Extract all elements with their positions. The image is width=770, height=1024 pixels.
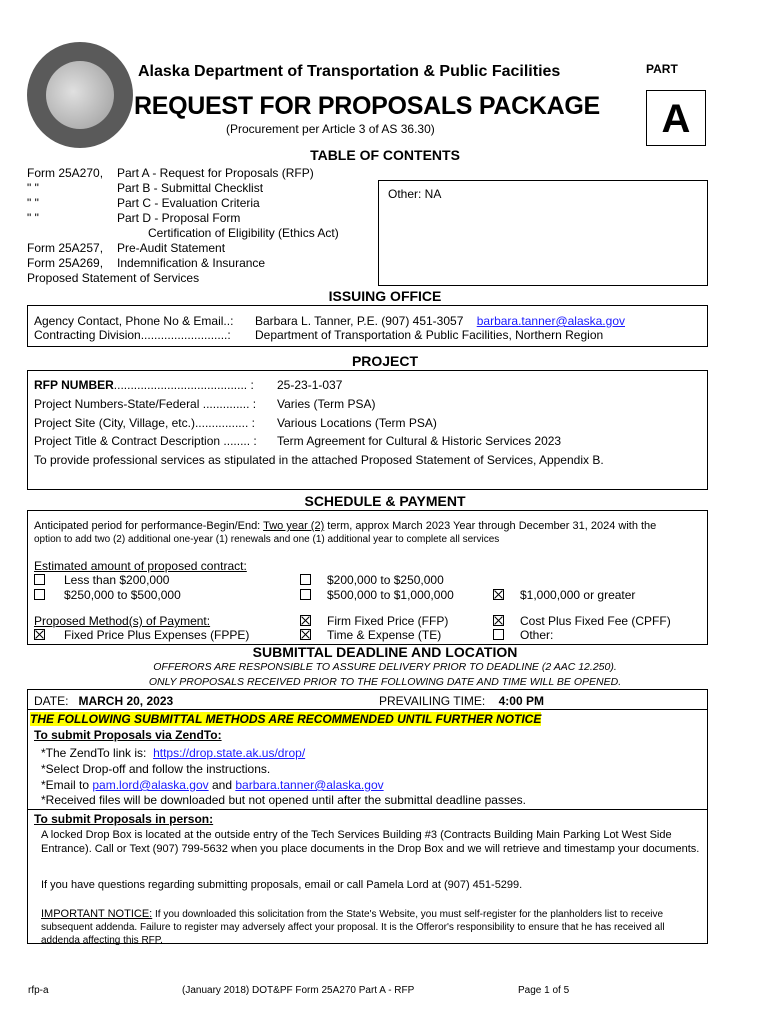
- project-numbers-row: Project Numbers-State/Federal .............. : Varies (Term PSA): [34, 397, 376, 411]
- submittal-note-2: ONLY PROPOSALS RECEIVED PRIOR TO THE FOLLOWING DATE AND TIME WILL BE OPENED.: [148, 676, 622, 688]
- toc-row: Proposed Statement of Services: [27, 271, 200, 285]
- payment-option[interactable]: Cost Plus Fixed Fee (CPFF): [493, 614, 671, 628]
- submittal-heading: SUBMITTAL DEADLINE AND LOCATION: [252, 644, 518, 660]
- toc-row: " " Part D - Proposal Form: [27, 211, 241, 225]
- amount-option[interactable]: Less than $200,000: [34, 573, 169, 587]
- payment-option[interactable]: Other:: [493, 628, 553, 642]
- checkbox-icon[interactable]: [300, 589, 311, 600]
- page-subtitle: (Procurement per Article 3 of AS 36.30): [226, 122, 435, 136]
- submittal-box: [27, 689, 708, 944]
- toc-other: Other: NA: [388, 187, 442, 201]
- checkbox-icon[interactable]: [493, 629, 504, 640]
- checked-checkbox-icon[interactable]: [493, 615, 504, 626]
- part-label: PART: [646, 62, 678, 76]
- email-row: *Email to pam.lord@alaska.gov and barbara.tanner@alaska.gov: [41, 778, 384, 792]
- amount-option[interactable]: $250,000 to $500,000: [34, 588, 181, 602]
- recommended-methods: THE FOLLOWING SUBMITTAL METHODS ARE RECOMMENDED UNTIL FURTHER NOTICE: [30, 712, 542, 726]
- divider: [28, 709, 707, 710]
- zendto-link[interactable]: https://drop.state.ak.us/drop/: [153, 746, 306, 760]
- seal-emblem: [46, 61, 114, 129]
- toc-row: Certification of Eligibility (Ethics Act): [148, 226, 339, 240]
- toc-row: Form 25A269, Indemnification & Insurance: [27, 256, 266, 270]
- project-description: To provide professional services as stipulated in the attached Proposed Statement of Services, Appendix B.: [34, 453, 604, 467]
- performance-period-line2: option to add two (2) additional one-year (1) renewals and one (1) additional year to complete all services: [34, 534, 500, 545]
- toc-heading: TABLE OF CONTENTS: [310, 147, 460, 163]
- part-letter-box: [646, 90, 706, 146]
- checked-checkbox-icon[interactable]: [34, 629, 45, 640]
- schedule-box: [27, 510, 708, 645]
- zendto-select: *Select Drop-off and follow the instructions.: [41, 762, 271, 776]
- payment-option[interactable]: Fixed Price Plus Expenses (FPPE): [34, 628, 249, 642]
- part-letter: A: [661, 97, 691, 141]
- deadline-time: PREVAILING TIME: 4:00 PM: [379, 694, 544, 708]
- estimate-label: Estimated amount of proposed contract:: [34, 559, 247, 573]
- checkbox-icon[interactable]: [34, 589, 45, 600]
- page-title: REQUEST FOR PROPOSALS PACKAGE: [134, 92, 600, 120]
- state-seal: [27, 42, 133, 148]
- in-person-heading: To submit Proposals in person:: [34, 812, 214, 826]
- important-notice: IMPORTANT NOTICE: If you downloaded this solicitation from the State's Website, you must self-register for the planholders list to receive subsequent addenda. Failure to register may adversely affect your proposal. It is the Offeror's responsibility to ensure that he has received all addenda affecting this RFP.: [41, 908, 665, 946]
- deadline-date: DATE: MARCH 20, 2023: [34, 694, 174, 708]
- footer-form: (January 2018) DOT&PF Form 25A270 Part A - RFP: [182, 985, 415, 996]
- zendto-heading: To submit Proposals via ZendTo:: [34, 728, 222, 742]
- received-note: *Received files will be downloaded but not opened until after the submittal deadline passes.: [41, 793, 526, 807]
- checkbox-icon[interactable]: [34, 574, 45, 585]
- payment-option[interactable]: Time & Expense (TE): [300, 628, 441, 642]
- toc-list: [27, 166, 339, 286]
- amount-option[interactable]: $500,000 to $1,000,000: [300, 588, 454, 602]
- submittal-note-1: OFFERORS ARE RESPONSIBLE TO ASSURE DELIVERY PRIOR TO DEADLINE (2 AAC 12.250).: [153, 661, 617, 673]
- issuing-box: [27, 305, 708, 347]
- project-heading: PROJECT: [351, 353, 419, 369]
- contracting-division-row: Contracting Division..........................: Department of Transportation & Public Facilities, Northern Region: [34, 328, 604, 342]
- agency-contact-row: Agency Contact, Phone No & Email..: Barbara L. Tanner, P.E. (907) 451-3057 barbara.tanner@alaska.gov: [34, 314, 625, 328]
- project-site-row: Project Site (City, Village, etc.)................ : Various Locations (Term PSA): [34, 416, 437, 430]
- checked-checkbox-icon[interactable]: [493, 589, 504, 600]
- toc-other-box: [378, 180, 708, 286]
- schedule-heading: SCHEDULE & PAYMENT: [304, 493, 466, 509]
- page-number: Page 1 of 5: [518, 985, 570, 996]
- email-link-pam[interactable]: pam.lord@alaska.gov: [92, 778, 209, 792]
- toc-row: Form 25A270, Part A - Request for Proposals (RFP): [27, 166, 314, 180]
- rfp-number-row: RFP NUMBER........................................ : 25-23-1-037: [34, 378, 343, 392]
- zendto-link-row: *The ZendTo link is: https://drop.state.ak.us/drop/: [41, 746, 306, 760]
- footer-left: rfp-a: [28, 985, 49, 996]
- in-person-text: A locked Drop Box is located at the outside entry of the Tech Services Building #3 (Contracts Building Main Parking Lot West Side Entrance). Call or Text (907) 799-5632 when you place documents in the Drop Box and we will retrieve and timestamp your documents.: [41, 829, 700, 855]
- checked-checkbox-icon[interactable]: [300, 615, 311, 626]
- payment-label: Proposed Method(s) of Payment:: [34, 614, 211, 628]
- email-link-barbara[interactable]: barbara.tanner@alaska.gov: [235, 778, 384, 792]
- questions-note: If you have questions regarding submitting proposals, email or call Pamela Lord at (907) 451-5299.: [41, 879, 523, 891]
- toc-row: " " Part C - Evaluation Criteria: [27, 196, 260, 210]
- toc-row: " " Part B - Submittal Checklist: [27, 181, 264, 195]
- department-name: Alaska Department of Transportation & Public Facilities: [138, 63, 561, 80]
- amount-option[interactable]: $1,000,000 or greater: [493, 588, 635, 602]
- checked-checkbox-icon[interactable]: [300, 629, 311, 640]
- amount-option[interactable]: $200,000 to $250,000: [300, 573, 444, 587]
- performance-period: Anticipated period for performance-Begin/End: Two year (2) term, approx March 2023 Year through December 31, 2024 with the: [34, 520, 657, 532]
- payment-option[interactable]: Firm Fixed Price (FFP): [300, 614, 448, 628]
- checkbox-icon[interactable]: [300, 574, 311, 585]
- contact-email-link[interactable]: barbara.tanner@alaska.gov: [476, 314, 625, 328]
- project-title-row: Project Title & Contract Description ........ : Term Agreement for Cultural & Historic Services 2023: [34, 434, 562, 448]
- issuing-heading: ISSUING OFFICE: [328, 288, 442, 304]
- toc-row: Form 25A257, Pre-Audit Statement: [27, 241, 226, 255]
- project-box: [27, 370, 708, 490]
- divider: [28, 809, 707, 810]
